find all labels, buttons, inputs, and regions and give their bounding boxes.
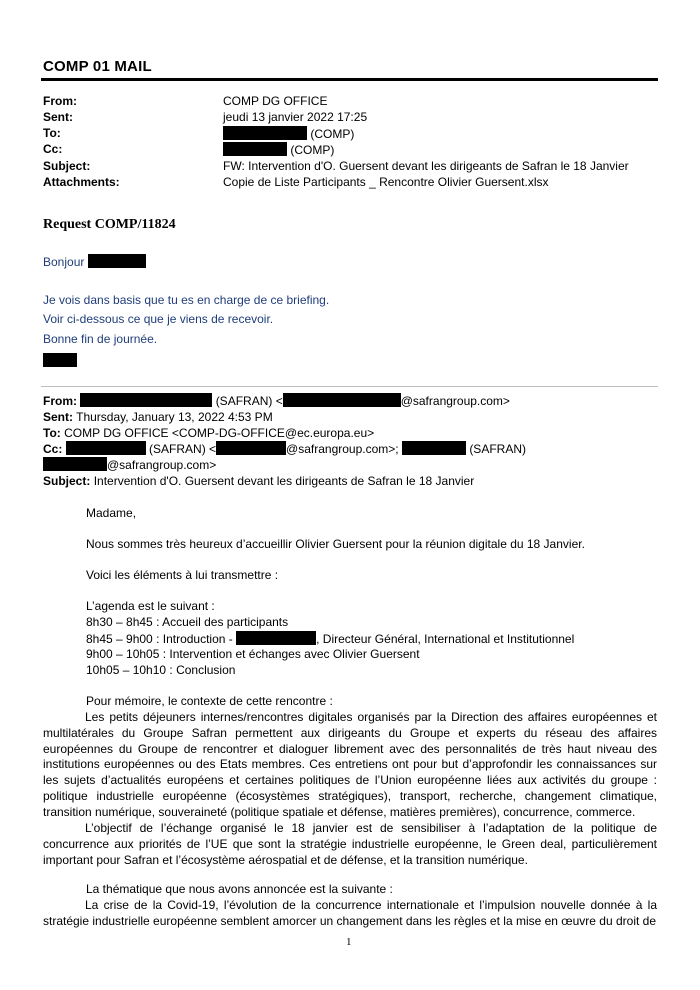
fwd-from-org: (SAFRAN) < bbox=[215, 394, 283, 408]
redaction-box bbox=[223, 142, 287, 156]
from-label: From: bbox=[43, 94, 77, 108]
fwd-cc-domain1: @safrangroup.com>; bbox=[286, 442, 399, 456]
fwd-cc-org2: (SAFRAN) bbox=[469, 442, 526, 456]
header-sent-row bbox=[43, 110, 629, 126]
agenda-item-3: 9h00 – 10h05 : Intervention et échanges avec Olivier Guersent bbox=[86, 647, 420, 661]
email-header bbox=[43, 94, 629, 191]
redaction-box bbox=[216, 441, 286, 455]
context-text: Les petits déjeuners internes/rencontres digitales organisés par la Direction des affaires européennes et multilatérales du Groupe Safran permettent aux dirigeants du Groupe et experts du réseau des affaires européennes du Groupe de rencontrer et dialoguer librement avec des personnalités de très haut niveau des institutions européennes ou des Etats membres. Ces entretiens ont pour but d’approfondir les connaissances sur les sujets d’actualités européens et certaines politiques de l’Union européenne liées aux activités du groupe : politique industrielle européenne (écosystèmes stratégiques), transport, recherche, changement climatique, transition numérique, souveraineté (politique spatiale et défense, matières premières), concurrence, commerce. bbox=[43, 710, 657, 819]
subject-value: FW: Intervention d'O. Guersent devant les dirigeants de Safran le 18 Janvier bbox=[223, 159, 629, 174]
agenda-item-2-start: 8h45 – 9h00 : Introduction - bbox=[86, 632, 233, 646]
intro-line-1: Je vois dans basis que tu es en charge de ce briefing. bbox=[43, 293, 330, 307]
redaction-box bbox=[66, 441, 146, 455]
redaction-box bbox=[80, 393, 212, 407]
fwd-cc-label: Cc: bbox=[43, 442, 63, 456]
theme-text: La crise de la Covid-19, l’évolution de la concurrence internationale et l’impulsion nouvelle donnée à la stratégie industrielle européenne semblent amorcer un changement dans les règles et la mise en œuvre du droit de bbox=[43, 898, 657, 928]
document-title: COMP 01 MAIL bbox=[43, 58, 152, 75]
fwd-cc-row-2 bbox=[43, 457, 526, 473]
context-paragraph bbox=[43, 710, 657, 821]
fwd-to-label: To: bbox=[43, 426, 61, 440]
redaction-box bbox=[223, 126, 307, 140]
redaction-box bbox=[402, 441, 466, 455]
to-value: (COMP) bbox=[310, 126, 355, 141]
request-number: Request COMP/11824 bbox=[43, 217, 176, 232]
fwd-from-label: From: bbox=[43, 394, 77, 408]
sent-value: jeudi 13 janvier 2022 17:25 bbox=[223, 109, 368, 124]
signature-redaction bbox=[43, 352, 77, 370]
agenda-item-1: 8h30 – 8h45 : Accueil des participants bbox=[86, 615, 289, 629]
fwd-from-domain: @safrangroup.com> bbox=[400, 394, 510, 408]
greeting-line bbox=[43, 254, 146, 269]
title-divider bbox=[41, 78, 658, 81]
header-to-row bbox=[43, 126, 629, 143]
redaction-box bbox=[43, 353, 77, 367]
attachments-label: Attachments: bbox=[43, 174, 120, 189]
sent-label: Sent: bbox=[43, 109, 73, 124]
theme-title: La thématique que nous avons annoncée est la suivante : bbox=[86, 882, 393, 896]
theme-paragraph bbox=[43, 898, 657, 930]
fwd-to-value: COMP DG OFFICE <COMP-DG-OFFICE@ec.europa.eu> bbox=[64, 426, 375, 440]
fwd-subject-row bbox=[43, 473, 526, 489]
agenda-item-4: 10h05 – 10h10 : Conclusion bbox=[86, 663, 236, 677]
header-subject-row bbox=[43, 159, 629, 175]
objective-paragraph bbox=[43, 821, 657, 868]
fwd-from-row bbox=[43, 393, 526, 409]
fwd-cc-org1: (SAFRAN) < bbox=[149, 442, 217, 456]
fwd-subject-label: Subject: bbox=[43, 474, 91, 488]
agenda-item-2-end: , Directeur Général, International et Institutionnel bbox=[316, 632, 575, 646]
page-number: 1 bbox=[346, 936, 352, 948]
fwd-sent-label: Sent: bbox=[43, 410, 73, 424]
subject-label: Subject: bbox=[43, 159, 91, 174]
salutation: Madame, bbox=[86, 506, 137, 520]
agenda-title: L’agenda est le suivant : bbox=[86, 599, 215, 613]
fwd-sent-row bbox=[43, 409, 526, 425]
from-value: COMP DG OFFICE bbox=[223, 94, 328, 108]
body-paragraph-1: Nous sommes très heureux d’accueillir Olivier Guersent pour la réunion digitale du 18 Janvier. bbox=[86, 537, 585, 551]
redaction-box bbox=[283, 393, 401, 407]
redaction-box bbox=[236, 631, 316, 645]
attachment-link[interactable]: Copie de Liste Participants _ Rencontre Olivier Guersent.xlsx bbox=[223, 174, 549, 189]
agenda-item-2 bbox=[86, 631, 574, 646]
cc-label: Cc: bbox=[43, 142, 63, 157]
redaction-box bbox=[43, 457, 107, 471]
redaction-box bbox=[88, 254, 146, 268]
fwd-sent-value: Thursday, January 13, 2022 4:53 PM bbox=[76, 410, 273, 424]
fwd-to-row bbox=[43, 425, 526, 441]
forwarded-header bbox=[43, 393, 526, 489]
to-label: To: bbox=[43, 125, 61, 140]
fwd-cc-domain2: @safrangroup.com> bbox=[107, 458, 217, 472]
cc-value: (COMP) bbox=[290, 143, 335, 158]
intro-line-3: Bonne fin de journée. bbox=[43, 332, 158, 346]
fwd-subject-value: Intervention d'O. Guersent devant les dirigeants de Safran le 18 Janvier bbox=[93, 474, 475, 488]
header-from-row bbox=[43, 94, 629, 110]
forward-divider bbox=[41, 386, 658, 387]
context-title: Pour mémoire, le contexte de cette rencontre : bbox=[86, 694, 333, 708]
body-paragraph-2: Voici les éléments à lui transmettre : bbox=[86, 568, 279, 582]
greeting: Bonjour bbox=[43, 255, 85, 269]
header-cc-row bbox=[43, 142, 629, 159]
fwd-cc-row bbox=[43, 441, 526, 457]
header-attachments-row bbox=[43, 175, 629, 191]
objective-text: L’objectif de l’échange organisé le 18 janvier est de sensibiliser à l’adaptation de la politique de concurrence aux priorités de l’UE que sont la stratégie industrielle européenne, le Green deal, particulièrement important pour Safran et l’écosystème aérospatial et de défense, et la transition numérique. bbox=[43, 821, 657, 867]
intro-line-2: Voir ci-dessous ce que je viens de recevoir. bbox=[43, 312, 274, 326]
